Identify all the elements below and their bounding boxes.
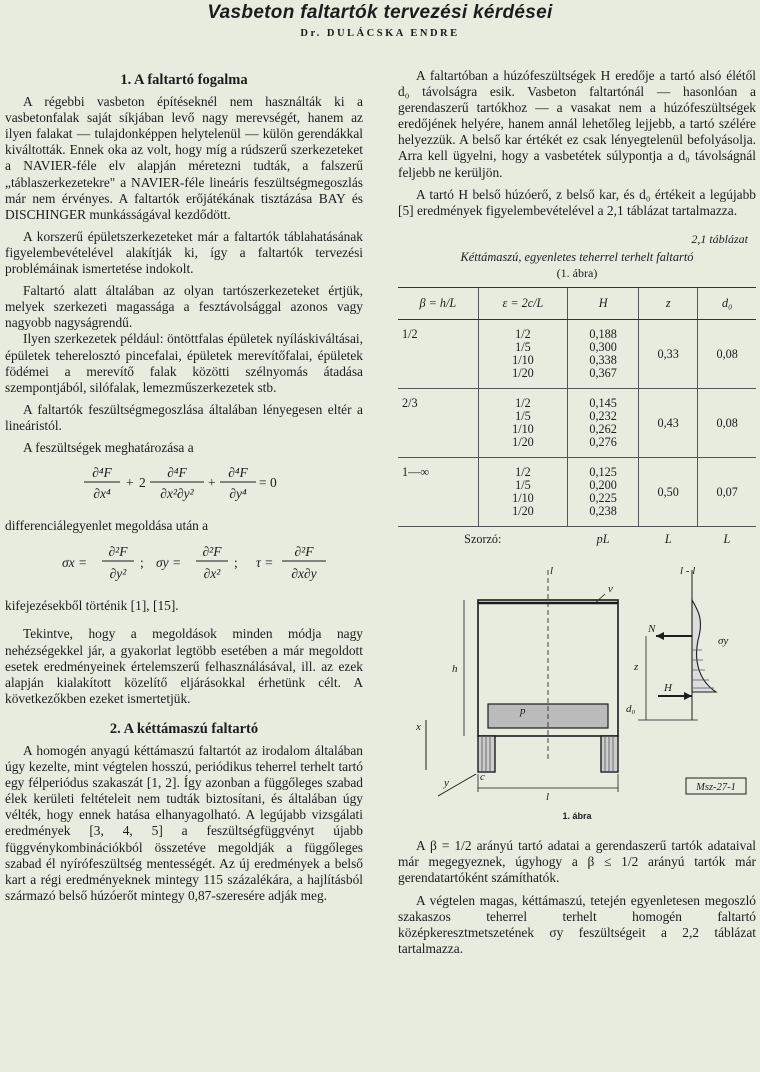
sy-num: ∂²F: [202, 544, 222, 560]
cell-beta: 1—∞: [398, 458, 478, 527]
frac1-num: ∂⁴F: [92, 465, 112, 481]
multiplier-z: L: [639, 527, 698, 553]
cell-z: 0,33: [639, 320, 698, 389]
frac3-num: ∂⁴F: [228, 465, 248, 481]
paragraph: kifejezésekből történik [1], [15].: [5, 598, 179, 614]
header-H: H: [568, 288, 639, 320]
paragraph: A korszerű épületszerkezeteket már a faltartók táblahatásának figyelembevételével alakítják ki, így a faltartók tervezési problémáinak ismertetése indokolt.: [5, 228, 363, 277]
frac1-den: ∂x⁴: [93, 486, 111, 502]
label-d0: d₀: [626, 703, 636, 716]
frac3-den: ∂y⁴: [229, 486, 247, 502]
sigma-y-label: σy =: [156, 555, 182, 571]
label-v: v: [608, 583, 613, 596]
table-row: [398, 320, 756, 389]
paragraph: A végtelen magas, kéttámaszú, tetején egyenletesen megoszló szakaszos teherrel terhelt homogén faltartó középkeresztmetszetének σy feszültségeit a 2,2 táblázat tartalmazza.: [398, 892, 756, 956]
table-caption: Kéttámaszú, egyenletes teherrel terhelt faltartó: [460, 249, 694, 264]
article-title: Vasbeton faltartók tervezési kérdései: [207, 2, 553, 23]
cell-eps: 1/2 1/5 1/10 1/20: [478, 458, 567, 527]
article-author: Dr. DULÁCSKA ENDRE: [300, 28, 460, 39]
paragraph: Ilyen szerkezetek például: öntöttfalas épületek nyíláskiváltásai, épületek teherelosztó pincefalai, épületek merevítőfalai, épületek födémei a merevítő falak közötti szélnyomás átadása szempontjából, silófalak, lemezműszerkezetek stb.: [5, 331, 363, 395]
cell-eps: 1/2 1/5 1/10 1/20: [478, 320, 567, 389]
left-column: [5, 68, 363, 910]
cell-z: 0,50: [639, 458, 698, 527]
label-l-top: l: [550, 565, 554, 578]
label-N: N: [648, 623, 656, 636]
label-y: y: [444, 777, 449, 790]
table-row: [398, 389, 756, 458]
frac2-num: ∂⁴F: [167, 465, 187, 481]
figure-stamp: Msz-27-1: [696, 782, 736, 794]
multiplier-H: pL: [568, 527, 639, 553]
paragraph: A régebbi vasbeton építéseknél nem használták ki a vasbetonfalak saját síkjában levő nagy merevségét, hanem az ilyen falakat — tulajdonképpen helytelenül — külön gerendákkal kiváltották. Ennek oka az volt, hogy míg a rúdszerű szerkezeteket a NAVIER-féle elv alapján méretezni tudták, a falszerű „táblaszerkezetekre" a NAVIER-féle lineáris feszültségmegoszlás már nem érvényes. A faltartók erőjátékának tisztázása BAY és DISCHINGER munkásságával kezdődött.: [5, 94, 363, 222]
paragraph: A feszültségek meghatározása a: [23, 439, 194, 455]
label-z: z: [634, 661, 639, 674]
table-label: 2,1 táblázat: [691, 231, 748, 246]
paragraph: A tartó H belső húzóerő, z belső kar, és d₀ értékeit a legújabb [5] eredmények figyelembevételével a 2,1 táblázat tartalmazza.: [398, 186, 756, 218]
section-1-heading: 1. A faltartó fogalma: [120, 72, 248, 88]
sx-num: ∂²F: [108, 544, 128, 560]
support-left: [478, 736, 495, 772]
label-sigma: σy: [718, 635, 729, 648]
frac2-den: ∂x²∂y²: [160, 486, 194, 502]
section-2-heading: 2. A kéttámaszú faltartó: [109, 720, 259, 737]
equals-zero: = 0: [259, 475, 277, 491]
support-right: [601, 736, 618, 772]
multiplier-d0: L: [698, 527, 756, 553]
cell-H: 0,125 0,200 0,225 0,238: [568, 458, 639, 527]
coefficient: 2: [139, 475, 146, 491]
cell-d0: 0,08: [698, 389, 756, 458]
paragraph: A faltartóban a húzófeszültségek H eredője a tartó alsó élétől d₀ távolságra esik. Vasbeton faltartónál — hasonlóan a gerendaszerű tartókhoz — a vasakat nem a húzófeszültségek eredőjének helyére, hanem annál lehetőleg lejjebb, a tartó szélére helyezzük. A belső kar értékét ez csak lényegtelenül befolyásolja. Arra kell ügyelni, hogy a vasbetétek súlypontja a d₀ távolságnál feljebb ne kerüljön.: [398, 68, 756, 180]
header-z: z: [639, 288, 698, 320]
label-l-l: l - l: [680, 565, 696, 578]
paragraph: A faltartók feszültségmegoszlása általában lényegesen eltér a lineáristól.: [5, 401, 363, 433]
table-row: [398, 458, 756, 527]
plus-sign: +: [208, 475, 216, 491]
cell-beta: 2/3: [398, 389, 478, 458]
cell-d0: 0,08: [698, 320, 756, 389]
cell-d0: 0,07: [698, 458, 756, 527]
table-header-row: [398, 288, 756, 320]
plus-sign: +: [126, 475, 134, 491]
tau-den: ∂x∂y: [291, 566, 317, 582]
label-x: x: [416, 721, 421, 734]
paragraph: A homogén anyagú kéttámaszú faltartót az irodalom általában úgy kezelte, mint végtelen hosszú, periódikus teherrel terhelt tartó egy félperiódus szakaszát [1, 2]. Így azonban a függőleges szabad élek kerületi feltételeit nem tudták biztosítani, és általában úgy vélték, hogy ennek hatása elhanyagolható. A legújabb vizsgálati eredmények [3, 4, 5] a feszültségfüggvényt újabb függvénykombinációkból összetéve megoldják a függőleges szabad él nyírófeszültség mentességét. Az új eredmények a belső kart a régi eredményeknek mintegy 115 százalékára, a hajlításból származó belső húzóerőt mintegy 0,87-szeresére adják meg.: [5, 743, 363, 903]
paragraph: Tekintve, hogy a megoldások minden módja nagy nehézségekkel jár, a gyakorlat legtöbb esetében a már megoldott esetek eredményeinek értelemszerű felhasználásával, ill. az ezek alapján kialakított közelítő eljárásokkal érhetünk célt. A következőkben ezeket ismertetjük.: [5, 626, 363, 706]
biharmonic-equation: [5, 462, 363, 510]
cell-H: 0,188 0,300 0,338 0,367: [568, 320, 639, 389]
sigma-x-label: σx =: [62, 555, 88, 571]
label-p: p: [520, 705, 526, 718]
paragraph: differenciálegyenlet megoldása után a: [5, 518, 209, 534]
stress-expressions: [5, 540, 363, 590]
figure-caption: 1. ábra: [562, 811, 592, 822]
separator: ;: [140, 555, 144, 571]
table-footer-row: [398, 527, 756, 553]
paragraph: A β = 1/2 arányú tartó adatai a gerendaszerű tartók adataival már megegyeznek, úgyhogy a β ≤ 1/2 arányú tartók már gerendatartóként számíthatók.: [398, 838, 756, 886]
label-H: H: [664, 682, 672, 695]
label-h: h: [452, 663, 458, 676]
header-d0: d₀: [698, 288, 756, 320]
cell-beta: 1/2: [398, 320, 478, 389]
sy-den: ∂x²: [203, 566, 221, 582]
tau-label: τ =: [256, 555, 274, 571]
figure-1: [398, 560, 756, 806]
header-eps: ε = 2c/L: [478, 288, 567, 320]
right-column: [398, 68, 756, 963]
table-subcaption: (1. ábra): [556, 266, 598, 281]
stress-diagram: [692, 600, 716, 692]
paragraph: Faltartó alatt általában az olyan tartószerkezeteket értjük, melyek szerkezeti magassága a fesztávolsággal azonos vagy nagyobb nagyságrendű.: [5, 283, 363, 331]
multiplier-label: Szorzó:: [398, 527, 568, 553]
separator: ;: [234, 555, 238, 571]
tau-num: ∂²F: [294, 544, 314, 560]
sx-den: ∂y²: [109, 566, 127, 582]
cell-eps: 1/2 1/5 1/10 1/20: [478, 389, 567, 458]
results-table: [398, 287, 756, 552]
cell-z: 0,43: [639, 389, 698, 458]
label-c: c: [480, 771, 485, 784]
cell-H: 0,145 0,232 0,262 0,276: [568, 389, 639, 458]
header-beta: β = h/L: [398, 288, 478, 320]
label-l-bottom: l: [546, 791, 550, 804]
